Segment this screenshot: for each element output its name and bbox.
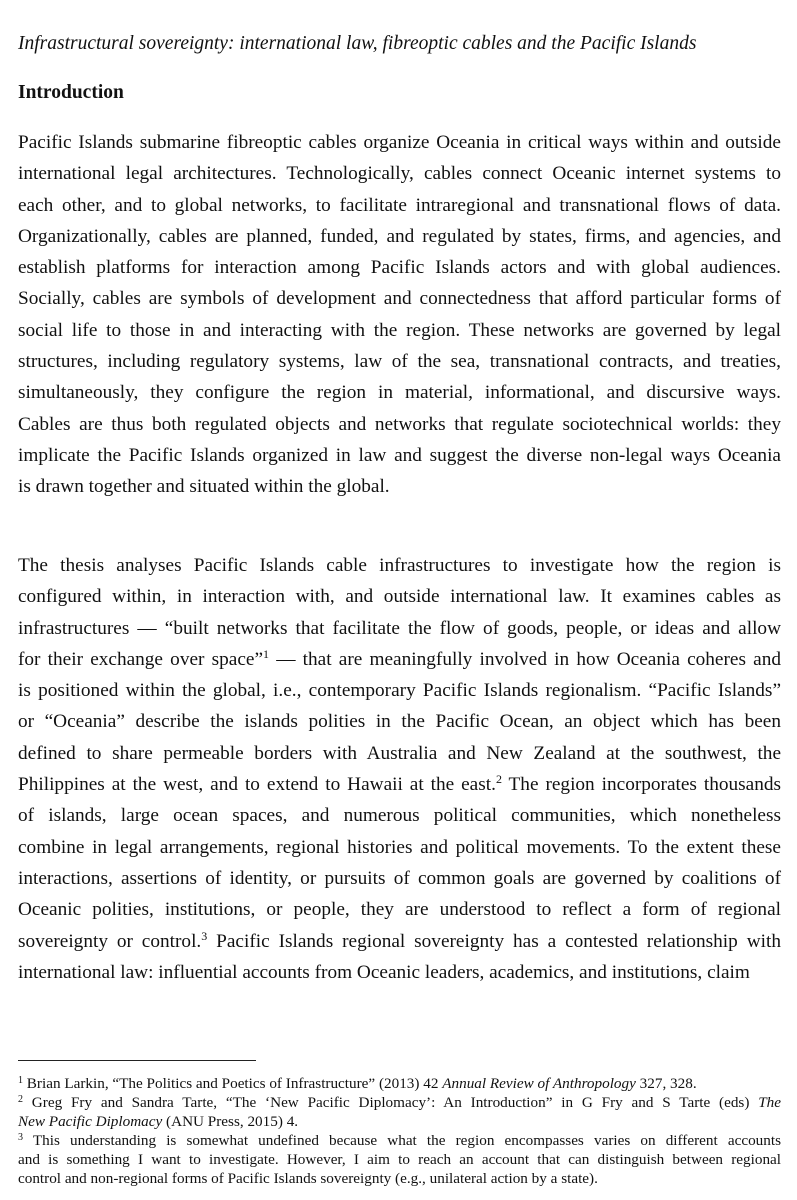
text-line (18, 706, 781, 737)
text-run: control and non-regional forms of Pacific Islands sovereignty (e.g., unilateral action by a state). (18, 1170, 598, 1187)
italic-title: Annual Review of Anthropology (442, 1075, 636, 1092)
text-run: simultaneously, they configure the region in material, informational, and discursive ways. (18, 382, 781, 404)
text-line (18, 894, 781, 925)
text-line (18, 471, 781, 502)
text-line (18, 832, 781, 863)
text-line (18, 127, 781, 158)
italic-title: The (758, 1094, 781, 1111)
text-run: Brian Larkin, “The Politics and Poetics of Infrastructure” (2013) 42 (23, 1075, 443, 1092)
text-line (18, 926, 781, 957)
text-line (18, 440, 781, 471)
text-run: of islands, large ocean spaces, and numerous political communities, which nonetheless (18, 805, 781, 827)
text-run: sovereignty or control. (18, 930, 202, 952)
text-line (18, 221, 781, 252)
text-line (18, 315, 781, 346)
text-run: or “Oceania” describe the islands polities in the Pacific Ocean, an object which has been (18, 711, 781, 733)
text-run: Pacific Islands submarine fibreoptic cables organize Oceania in critical ways within and outside (18, 132, 781, 153)
text-line (18, 409, 781, 440)
text-run: Organizationally, cables are planned, funded, and regulated by states, firms, and agencies, and (18, 225, 781, 247)
text-run: Cables are thus both regulated objects and networks that regulate sociotechnical worlds: they (18, 413, 781, 435)
text-run: international law: influential accounts from Oceanic leaders, academics, and institutions, claim (18, 961, 750, 983)
text-run: for their exchange over space” (18, 648, 264, 670)
text-run: Pacific Islands regional sovereignty has a contested relationship with (207, 930, 781, 952)
footnote-marker: 3 (18, 1132, 23, 1143)
text-run: (ANU Press, 2015) 4. (162, 1113, 299, 1130)
text-run: This understanding is somewhat undefined because what the region encompasses varies on different accounts (23, 1132, 781, 1149)
footnote-marker: 1 (263, 646, 270, 661)
text-line (18, 675, 781, 706)
text-run: Oceanic polities, institutions, or people, they are understood to reflect a form of regional (18, 899, 781, 921)
footnote-line (18, 1169, 781, 1188)
text-line (18, 863, 781, 894)
text-line (18, 550, 781, 581)
footnote-line (18, 1112, 781, 1131)
text-line (18, 613, 781, 644)
text-line (18, 644, 781, 675)
text-run: — that are meaningfully involved in how Oceania coheres and (269, 648, 782, 670)
text-run: and is something I want to investigate. However, I aim to reach an account that can distinguish between regional (18, 1151, 781, 1168)
text-line (18, 346, 781, 377)
footnote-marker: 2 (495, 772, 502, 787)
text-run: is drawn together and situated within the global. (18, 476, 390, 498)
text-line (18, 769, 781, 800)
footnote-line (18, 1150, 781, 1169)
text-run: implicate the Pacific Islands organized in law and suggest the diverse non-legal ways Oceania (18, 444, 781, 466)
text-run: The region incorporates thousands (501, 774, 782, 796)
footnote-marker: 2 (18, 1094, 23, 1105)
text-line (18, 377, 781, 408)
text-run: configured within, in interaction with, and outside international law. It examines cables as (18, 586, 781, 608)
text-run: combine in legal arrangements, regional histories and political movements. To the extent these (18, 836, 781, 858)
text-line (18, 957, 781, 988)
document-title: Infrastructural sovereignty: international law, fibreoptic cables and the Pacific Islands (18, 33, 697, 54)
text-run: The thesis analyses Pacific Islands cable infrastructures to investigate how the region is (18, 555, 781, 576)
footnote-marker: 3 (201, 928, 208, 943)
italic-title: New Pacific Diplomacy (18, 1113, 163, 1130)
text-run: social life to those in and interacting with the region. These networks are governed by legal (18, 319, 781, 341)
footnote-divider (18, 1060, 256, 1061)
text-run: each other, and to global networks, to facilitate intraregional and transnational flows of data. (18, 194, 781, 216)
text-run: infrastructures — “built networks that facilitate the flow of goods, people, or ideas and allow (18, 617, 781, 639)
text-line (18, 190, 781, 221)
text-run: establish platforms for interaction among Pacific Islands actors and with global audiences. (18, 257, 781, 279)
text-line (18, 283, 781, 314)
text-line (18, 581, 781, 612)
paragraph-1 (18, 127, 781, 503)
text-line (18, 158, 781, 189)
text-run: international legal architectures. Technologically, cables connect Oceanic internet systems to (18, 163, 781, 185)
text-run: structures, including regulatory systems, law of the sea, transnational contracts, and treaties, (18, 351, 781, 373)
text-run: 327, 328. (635, 1075, 697, 1092)
text-run: Greg Fry and Sandra Tarte, “The ‘New Pacific Diplomacy’: An Introduction” in G Fry and S Tarte (eds) (23, 1094, 759, 1111)
text-line (18, 738, 781, 769)
text-run: defined to share permeable borders with Australia and New Zealand at the southwest, the (18, 742, 781, 764)
section-heading: Introduction (18, 82, 124, 103)
footnote-marker: 1 (18, 1075, 23, 1086)
text-run: is positioned within the global, i.e., contemporary Pacific Islands regionalism. “Pacific Islands” (18, 680, 781, 702)
text-line (18, 252, 781, 283)
text-line (18, 800, 781, 831)
text-run: Socially, cables are symbols of development and connectedness that afford particular forms of (18, 288, 781, 310)
footnote-line (18, 1131, 781, 1150)
paragraph-2 (18, 550, 781, 988)
footnote-line (18, 1093, 781, 1112)
footnote-line (18, 1074, 781, 1093)
footnotes (18, 1074, 781, 1188)
text-run: Philippines at the west, and to extend to Hawaii at the east. (18, 774, 496, 796)
text-run: interactions, assertions of identity, or pursuits of common goals are governed by coalitions of (18, 867, 781, 889)
